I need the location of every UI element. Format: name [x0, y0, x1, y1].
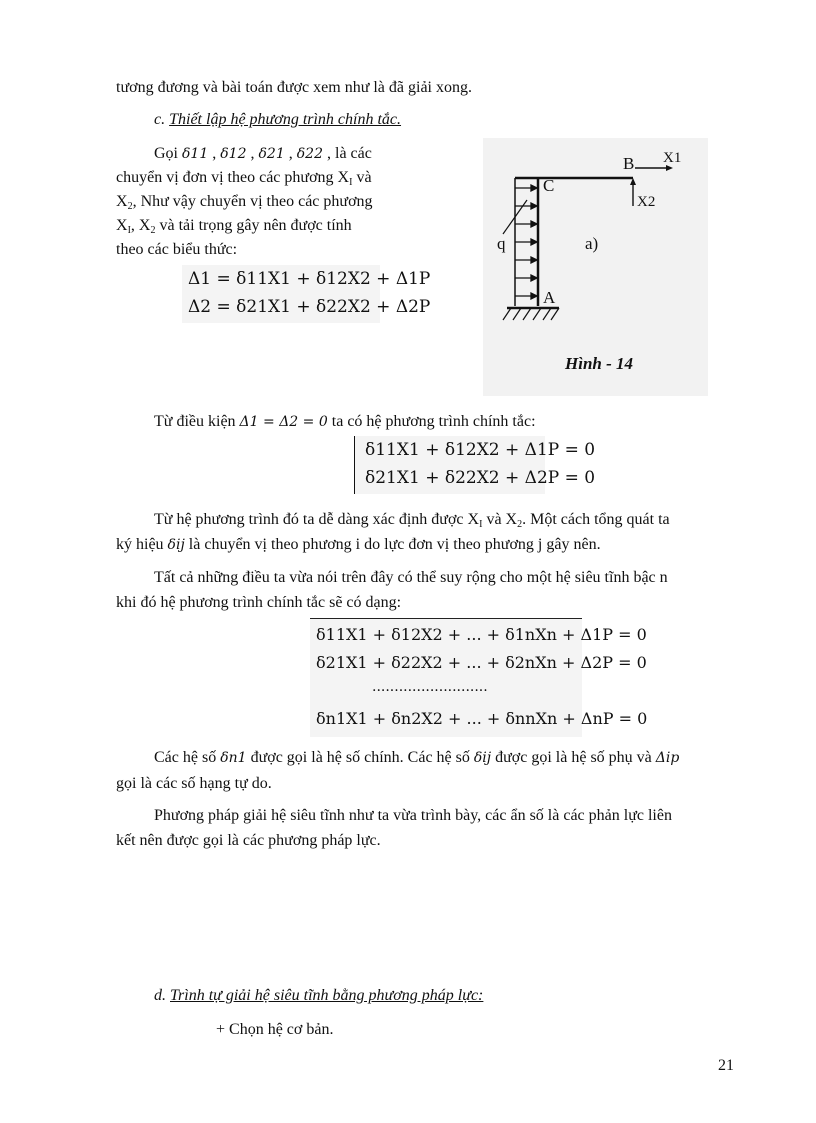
canonical-eq-1: δ11X1 + δ12X2 + Δ1P = 0: [365, 440, 596, 460]
gop-line-2: chuyển vị đơn vị theo các phương $X_I$ và: [116, 169, 372, 188]
canonical-eq-2: δ21X1 + δ22X2 + Δ2P = 0: [365, 468, 596, 488]
extend-line-2: khi đó hệ phương trình chính tắc sẽ có dạng:: [116, 594, 402, 611]
gop-line-3: $X_2$, Như vậy chuyển vị theo các phương: [116, 193, 373, 212]
extend-line-1: Tất cả những điều ta vừa nói trên đây có thể suy rộng cho một hệ siêu tĩnh bậc n: [154, 569, 668, 586]
general-line-1: Từ hệ phương trình đó ta dễ dàng xác định được $X_I$ và $X_2$. Một cách tổng quát ta: [154, 511, 670, 530]
section-d-title: Trình tự giải hệ siêu tĩnh bằng phương pháp lực:: [170, 987, 484, 1004]
canonical-system-n: [310, 618, 648, 737]
section-d-prefix: d.: [154, 987, 166, 1004]
intro-paragraph: tương đương và bài toán được xem như là đã giải xong.: [116, 79, 472, 96]
delta-ip: Δip: [655, 750, 680, 766]
canonical-n-eq-n: δn1X1 + δn2X2 + ... + δnnXn + ΔnP = 0: [316, 709, 648, 728]
figure-caption: Hình - 14: [565, 354, 634, 373]
delta-21: δ21: [258, 146, 285, 162]
delta-12: δ12: [220, 146, 247, 162]
bullet-choose-basic-system: + Chọn hệ cơ bản.: [216, 1021, 334, 1038]
delta-n1: δn1: [220, 750, 247, 766]
gop-line-5: theo các biểu thức:: [116, 241, 238, 258]
section-c-prefix: c.: [154, 111, 166, 128]
delta-22: δ22: [296, 146, 323, 162]
canonical-system-2: [354, 436, 596, 494]
label-q: q: [497, 234, 506, 253]
coeff-line-1: Các hệ số δn1 được gọi là hệ số chính. Các hệ số δij được gọi là hệ số phụ và Δip: [154, 749, 680, 766]
page-number: 21: [718, 1057, 734, 1074]
condition-before: Từ điều kiện: [154, 413, 236, 430]
gop-word: Gọi: [154, 145, 178, 162]
label-a: a): [585, 234, 599, 253]
section-c-heading: [154, 108, 401, 131]
equation-delta-1: Δ1 = δ11X1 + δ12X2 + Δ1P: [188, 269, 431, 289]
canonical-n-dots: ..........................: [372, 679, 488, 695]
delta-ij-2: δij: [473, 750, 492, 766]
displacement-equations: [182, 265, 431, 323]
delta-ij: δij: [167, 537, 185, 553]
method-line-1: Phương pháp giải hệ siêu tĩnh như ta vừa trình bày, các ẩn số là các phản lực liên: [154, 807, 672, 824]
condition-after: ta có hệ phương trình chính tắc:: [331, 413, 536, 430]
label-X2: X2: [637, 194, 656, 210]
condition-line: [154, 410, 536, 433]
gop-line-4: $X_I$, $X_2$ và tải trọng gây nên được tính: [116, 217, 352, 236]
label-A: A: [543, 288, 556, 307]
delta-11: δ11: [182, 146, 209, 162]
section-c-title: Thiết lập hệ phương trình chính tắc.: [169, 111, 402, 128]
label-C: C: [543, 176, 555, 195]
label-B: B: [623, 154, 635, 173]
canonical-n-eq-2: δ21X1 + δ22X2 + ... + δ2nXn + Δ2P = 0: [316, 653, 647, 672]
equation-delta-2: Δ2 = δ21X1 + δ22X2 + Δ2P: [188, 297, 431, 317]
method-line-2: kết nên được gọi là các phương pháp lực.: [116, 832, 381, 849]
section-d-heading: [154, 984, 483, 1007]
general-line-2: ký hiệu δij là chuyển vị theo phương i do lực đơn vị theo phương j gây nên.: [116, 536, 601, 553]
figure-14: [483, 138, 708, 396]
condition-formula: Δ1 = Δ2 = 0: [239, 414, 328, 430]
label-X1: X1: [663, 150, 682, 166]
gop-tail: , là các: [327, 145, 372, 162]
gop-line-1: Gọi δ11 , δ12 , δ21 , δ22 , là các: [154, 145, 372, 162]
canonical-n-eq-1: δ11X1 + δ12X2 + ... + δ1nXn + Δ1P = 0: [316, 625, 647, 644]
coeff-line-2: gọi là các số hạng tự do.: [116, 775, 272, 792]
